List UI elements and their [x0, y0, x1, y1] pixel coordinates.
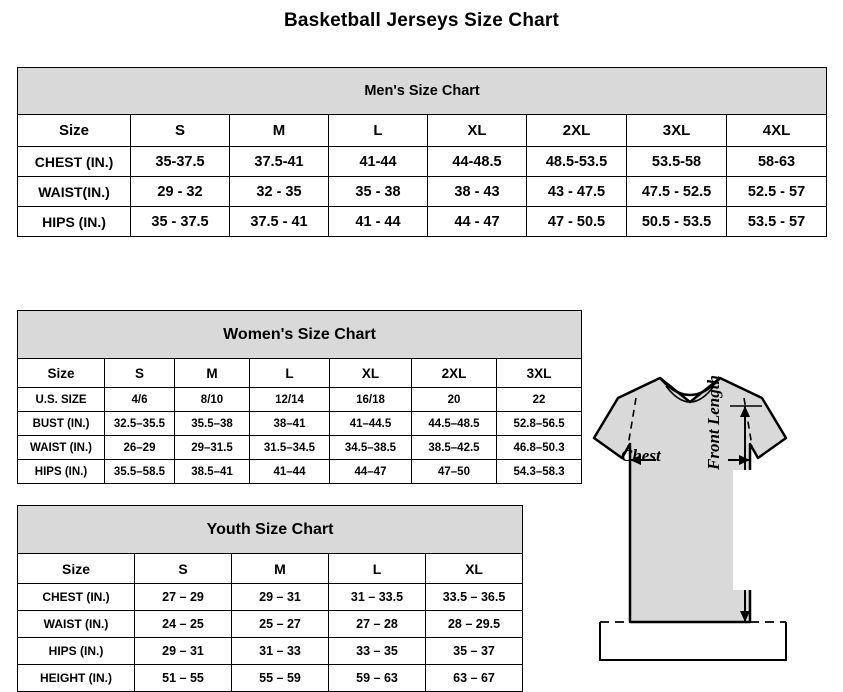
mens-size-chart-section	[17, 67, 826, 237]
table-cell: 53.5-58	[627, 147, 727, 177]
table-cell: 33.5 – 36.5	[426, 584, 523, 611]
col-header: L	[329, 115, 428, 147]
table-cell: 38.5–41	[175, 460, 250, 484]
table-header-row	[18, 115, 827, 147]
table-cell: 35 - 38	[329, 177, 428, 207]
table-cell: 28 – 29.5	[426, 611, 523, 638]
table-cell: 29–31.5	[175, 436, 250, 460]
table-cell: 20	[412, 388, 497, 412]
table-cell: 44-48.5	[428, 147, 527, 177]
mens-caption: Men's Size Chart	[18, 68, 827, 115]
table-cell: 47–50	[412, 460, 497, 484]
table-row	[18, 412, 582, 436]
jersey-measurement-diagram	[540, 360, 840, 680]
table-cell: 41–44.5	[330, 412, 412, 436]
womens-size-chart-table	[17, 310, 582, 484]
row-label: WAIST(IN.)	[18, 177, 131, 207]
table-row	[18, 584, 523, 611]
table-caption-row	[18, 68, 827, 115]
table-caption-row	[18, 506, 523, 554]
table-header-row	[18, 554, 523, 584]
table-cell: 63 – 67	[426, 665, 523, 692]
table-row	[18, 207, 827, 237]
table-cell: 24 – 25	[135, 611, 232, 638]
table-cell: 38 - 43	[428, 177, 527, 207]
row-label: CHEST (IN.)	[18, 584, 135, 611]
table-cell: 46.8–50.3	[497, 436, 582, 460]
table-cell: 37.5-41	[230, 147, 329, 177]
table-cell: 35 - 37.5	[131, 207, 230, 237]
col-header: 3XL	[497, 359, 582, 388]
row-label: HIPS (IN.)	[18, 207, 131, 237]
table-cell: 58-63	[727, 147, 827, 177]
table-cell: 35.5–38	[175, 412, 250, 436]
table-cell: 27 – 28	[329, 611, 426, 638]
row-label: HIPS (IN.)	[18, 638, 135, 665]
table-row	[18, 436, 582, 460]
table-cell: 50.5 - 53.5	[627, 207, 727, 237]
table-cell: 54.3–58.3	[497, 460, 582, 484]
table-cell: 53.5 - 57	[727, 207, 827, 237]
table-cell: 51 – 55	[135, 665, 232, 692]
table-cell: 38–41	[250, 412, 330, 436]
row-label: CHEST (IN.)	[18, 147, 131, 177]
table-cell: 47 - 50.5	[527, 207, 627, 237]
table-cell: 44.5–48.5	[412, 412, 497, 436]
table-row	[18, 177, 827, 207]
table-cell: 52.8–56.5	[497, 412, 582, 436]
table-row	[18, 460, 582, 484]
col-header: M	[232, 554, 329, 584]
table-cell: 29 – 31	[135, 638, 232, 665]
row-label: HIPS (IN.)	[18, 460, 105, 484]
row-label: U.S. SIZE	[18, 388, 105, 412]
page-title: Basketball Jerseys Size Chart	[283, 10, 560, 31]
col-header: L	[250, 359, 330, 388]
col-header: 2XL	[527, 115, 627, 147]
table-cell: 31 – 33.5	[329, 584, 426, 611]
col-header: S	[105, 359, 175, 388]
col-header: S	[131, 115, 230, 147]
row-label: HEIGHT (IN.)	[18, 665, 135, 692]
table-cell: 52.5 - 57	[727, 177, 827, 207]
table-cell: 47.5 - 52.5	[627, 177, 727, 207]
table-cell: 48.5-53.5	[527, 147, 627, 177]
table-row	[18, 388, 582, 412]
table-cell: 41 - 44	[329, 207, 428, 237]
col-header: XL	[426, 554, 523, 584]
table-cell: 32 - 35	[230, 177, 329, 207]
table-cell: 37.5 - 41	[230, 207, 329, 237]
table-cell: 35 – 37	[426, 638, 523, 665]
table-row	[18, 147, 827, 177]
youth-size-chart-section	[17, 505, 522, 692]
table-cell: 44 - 47	[428, 207, 527, 237]
table-cell: 12/14	[250, 388, 330, 412]
table-cell: 4/6	[105, 388, 175, 412]
col-header: S	[135, 554, 232, 584]
chest-measurement-label: Chest	[621, 446, 661, 465]
col-header: XL	[330, 359, 412, 388]
table-cell: 32.5–35.5	[105, 412, 175, 436]
col-header: XL	[428, 115, 527, 147]
col-header: 3XL	[627, 115, 727, 147]
col-header: M	[230, 115, 329, 147]
youth-size-chart-table	[17, 505, 523, 692]
table-cell: 35-37.5	[131, 147, 230, 177]
table-cell: 34.5–38.5	[330, 436, 412, 460]
col-header: 4XL	[727, 115, 827, 147]
col-header: M	[175, 359, 250, 388]
row-label: WAIST (IN.)	[18, 611, 135, 638]
row-label: WAIST (IN.)	[18, 436, 105, 460]
col-header: Size	[18, 115, 131, 147]
col-header: 2XL	[412, 359, 497, 388]
table-cell: 59 – 63	[329, 665, 426, 692]
mens-size-chart-table	[17, 67, 827, 237]
table-caption-row	[18, 311, 582, 359]
table-cell: 41-44	[329, 147, 428, 177]
col-header: Size	[18, 554, 135, 584]
table-row	[18, 665, 523, 692]
table-cell: 35.5–58.5	[105, 460, 175, 484]
table-cell: 33 – 35	[329, 638, 426, 665]
table-cell: 16/18	[330, 388, 412, 412]
col-header: Size	[18, 359, 105, 388]
col-header: L	[329, 554, 426, 584]
table-cell: 22	[497, 388, 582, 412]
jersey-shirt-icon	[540, 360, 840, 680]
table-cell: 38.5–42.5	[412, 436, 497, 460]
table-header-row	[18, 359, 582, 388]
table-cell: 31.5–34.5	[250, 436, 330, 460]
table-row	[18, 611, 523, 638]
womens-size-chart-section	[17, 310, 565, 484]
womens-caption: Women's Size Chart	[18, 311, 582, 359]
table-cell: 26–29	[105, 436, 175, 460]
table-cell: 29 - 32	[131, 177, 230, 207]
table-cell: 43 - 47.5	[527, 177, 627, 207]
row-label: BUST (IN.)	[18, 412, 105, 436]
table-cell: 31 – 33	[232, 638, 329, 665]
table-row	[18, 638, 523, 665]
front-length-measurement-label: Front Length	[704, 375, 723, 470]
table-cell: 25 – 27	[232, 611, 329, 638]
table-cell: 44–47	[330, 460, 412, 484]
youth-caption: Youth Size Chart	[18, 506, 523, 554]
table-cell: 27 – 29	[135, 584, 232, 611]
table-cell: 29 – 31	[232, 584, 329, 611]
table-cell: 55 – 59	[232, 665, 329, 692]
table-cell: 41–44	[250, 460, 330, 484]
table-cell: 8/10	[175, 388, 250, 412]
